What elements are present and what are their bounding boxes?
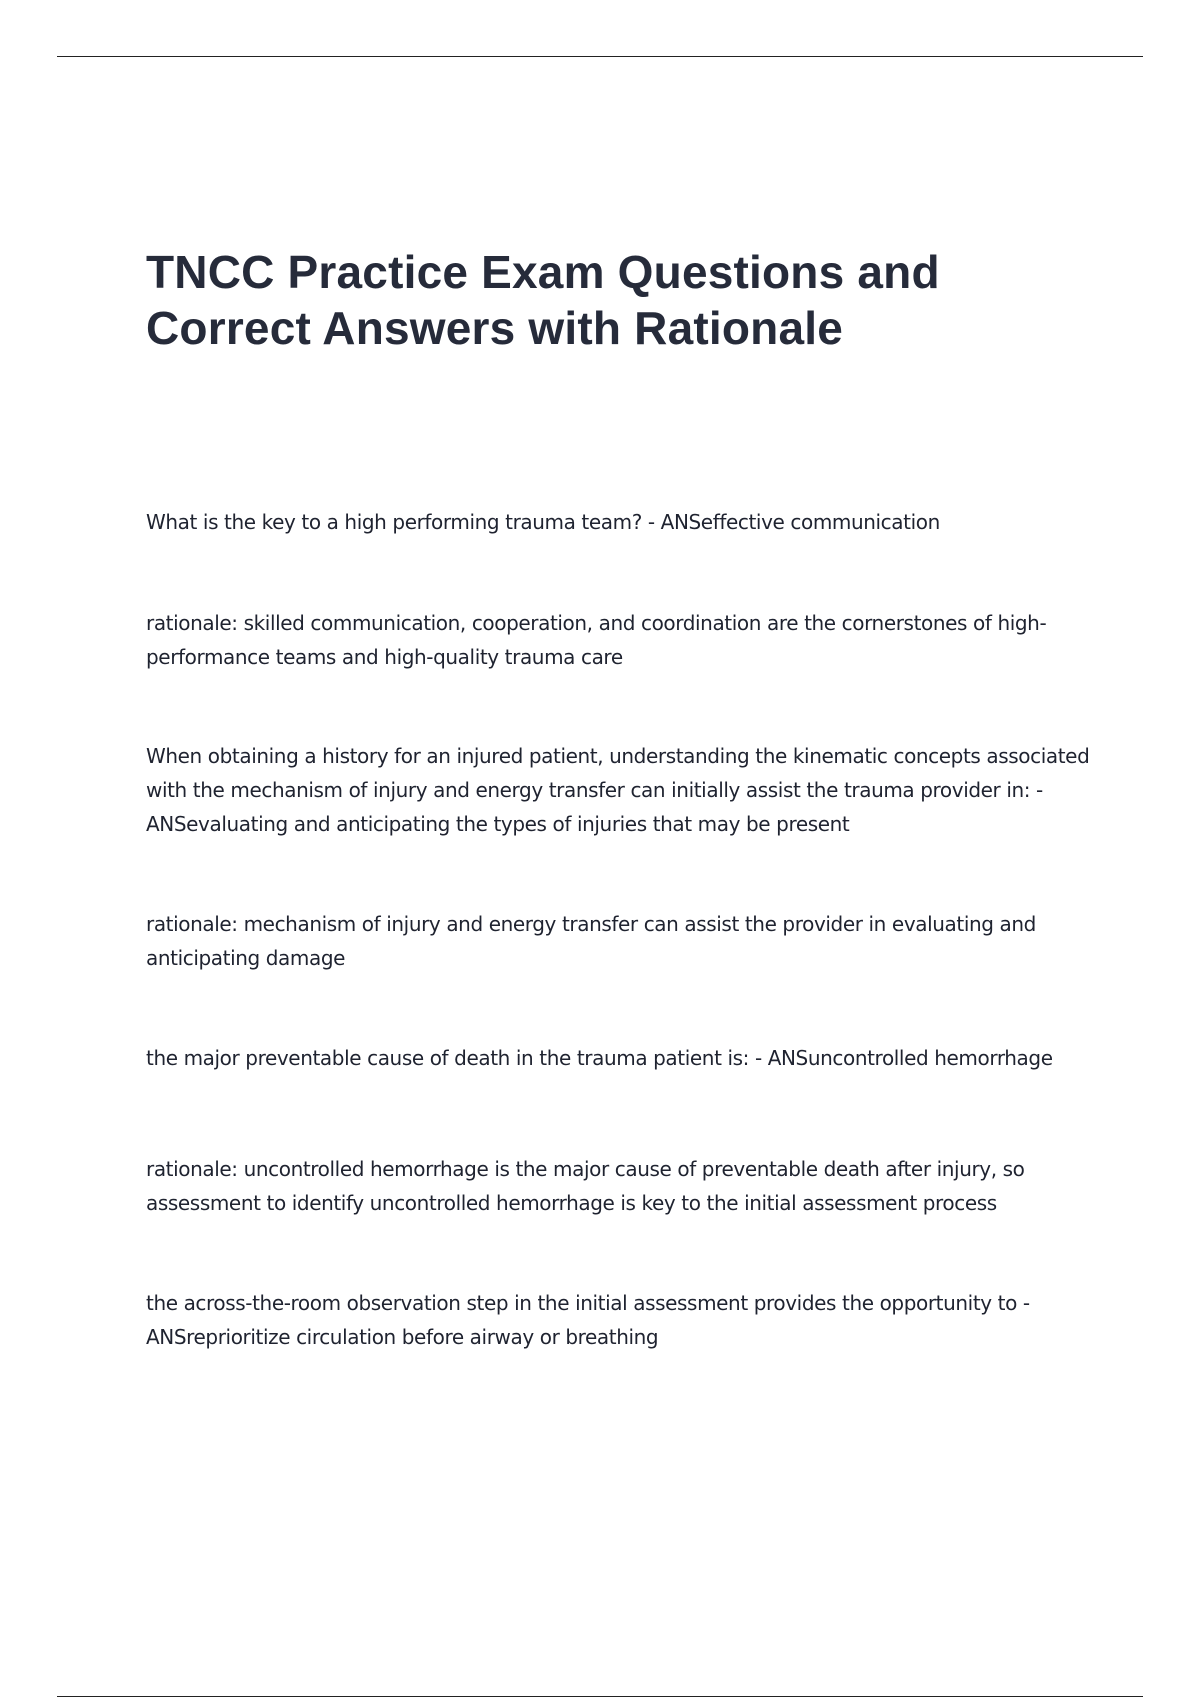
document-title: TNCC Practice Exam Questions and Correct Answers with Rationale bbox=[146, 246, 940, 354]
rationale-3: rationale: uncontrolled hemorrhage is the major cause of preventable death after injury, so assessment to identify uncontrolled hemorrhage is key to the initial assessment process bbox=[146, 1157, 1025, 1215]
question-1: What is the key to a high performing trauma team? - ANSeffective communication bbox=[146, 510, 940, 534]
question-3: the major preventable cause of death in the trauma patient is: - ANSuncontrolled hemorrhage bbox=[146, 1046, 1053, 1070]
footer-rule bbox=[57, 1696, 1143, 1697]
rationale-1: rationale: skilled communication, cooperation, and coordination are the cornerstones of high-performance teams and high-quality trauma care bbox=[146, 611, 1047, 669]
header-rule bbox=[57, 56, 1143, 57]
rationale-2: rationale: mechanism of injury and energy transfer can assist the provider in evaluating and anticipating damage bbox=[146, 912, 1036, 970]
question-2: When obtaining a history for an injured patient, understanding the kinematic concepts associated with the mechanism of injury and energy transfer can initially assist the trauma provider in: - ANSevaluating and anticipating the types of injuries that may be present bbox=[146, 744, 1090, 836]
question-4: the across-the-room observation step in the initial assessment provides the opportunity to - ANSreprioritize circulation before airway or breathing bbox=[146, 1291, 1030, 1349]
